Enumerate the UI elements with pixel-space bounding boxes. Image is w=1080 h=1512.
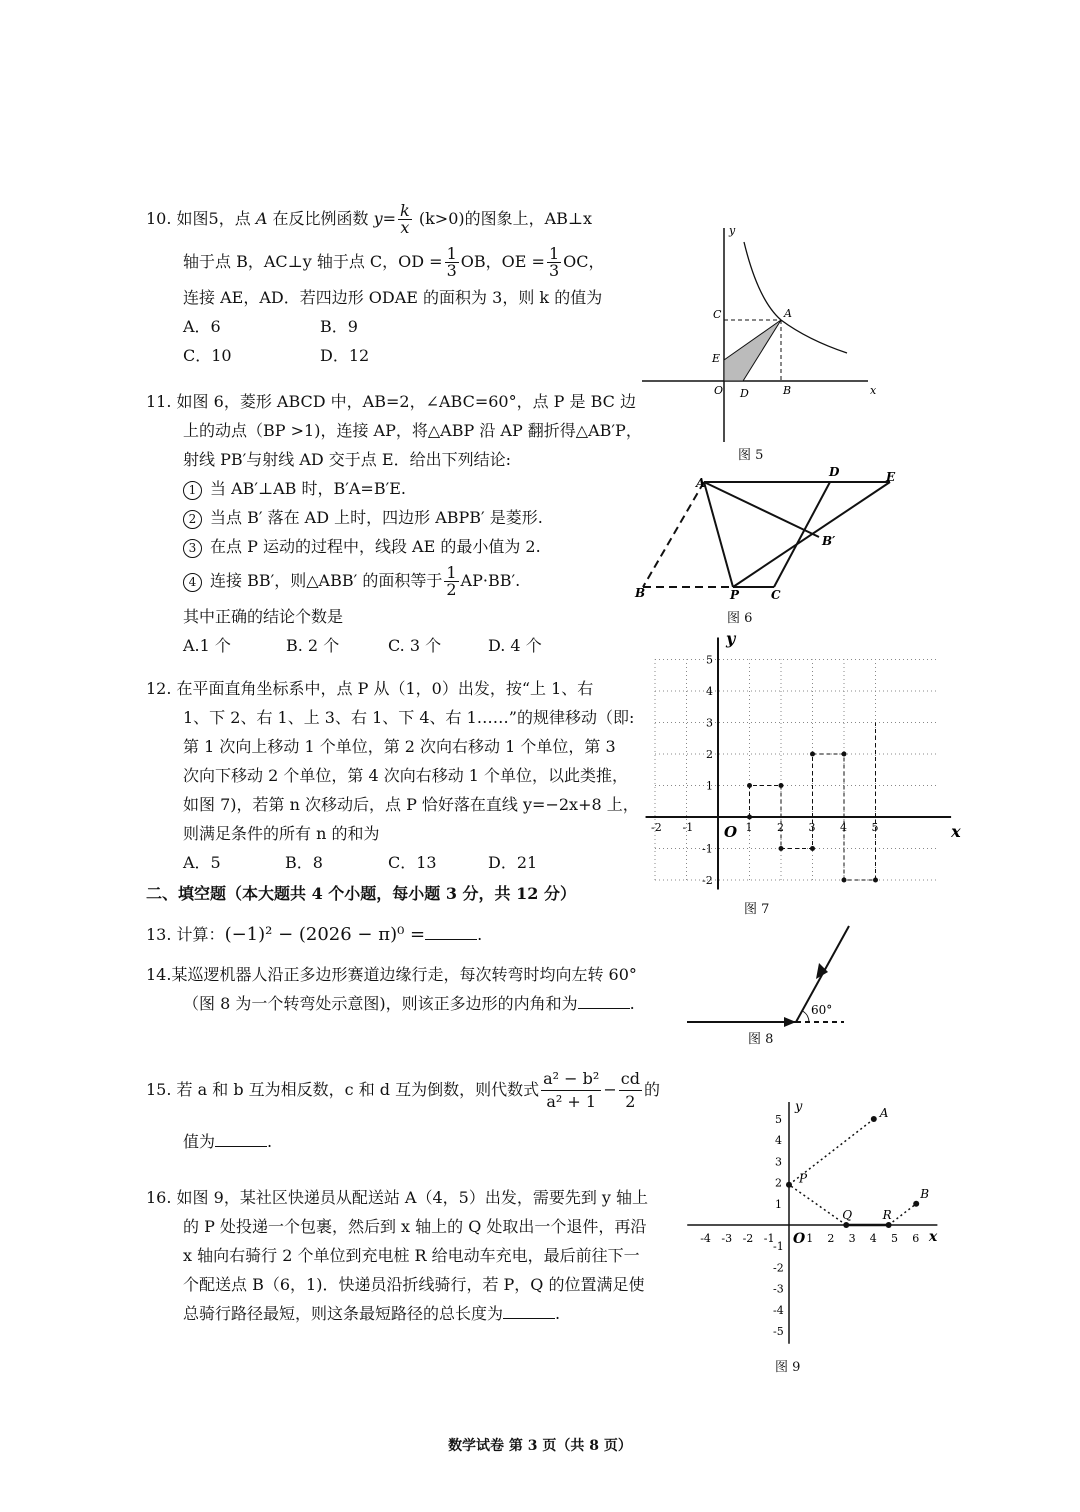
q11-line4: 其中正确的结论个数是	[183, 607, 344, 626]
x-tick-label: 3	[808, 821, 816, 834]
q12-line5: 如图 7)，若第 n 次移动后，点 P 恰好落在直线 y=−2x+8 上，	[183, 795, 639, 814]
y-tick-label: 3	[775, 1155, 782, 1169]
x-tick-label: 6	[912, 1232, 920, 1245]
q13-expression: (−1)² − (2026 − π)⁰ =	[224, 924, 426, 945]
q11-option-b: B. 2 个	[286, 636, 340, 655]
q11-option-c: C. 3 个	[388, 636, 442, 655]
figure-8	[684, 924, 854, 1026]
answer-blank[interactable]	[215, 1130, 267, 1147]
q12-options	[146, 848, 639, 877]
question-12	[146, 674, 639, 877]
q10-line3: 连接 AE，AD．若四边形 ODAE 的面积为 3，则 k 的值为	[183, 288, 603, 307]
fraction-one-third: $\frac{1}{3}$	[446, 244, 457, 280]
x-tick-label: -4	[700, 1232, 711, 1245]
movement-path	[750, 723, 876, 881]
segment-ab-dashed	[643, 482, 704, 587]
q12-option-a: A．5	[183, 853, 221, 872]
q12-line1: 12. 在平面直角坐标系中，点 P 从（1，0）出发，按“上 1、右	[146, 679, 594, 698]
q10-options-row1	[146, 312, 605, 341]
figure-5-caption: 图 5	[738, 448, 764, 463]
q11-line1: 11. 如图 6，菱形 ABCD 中，AB=2，∠ABC=60°，点 P 是 BC 边	[146, 392, 636, 411]
fraction-one-half: $\frac{1}{2}$	[446, 563, 457, 599]
figure-6-diagram	[632, 460, 902, 605]
fraction-expression-1: $\frac{\text{a² − b²}}{\text{a² + 1}}$	[543, 1069, 600, 1111]
label-a: A	[696, 476, 706, 490]
q12-option-c: C．13	[388, 853, 437, 872]
x-tick-label: 4	[869, 1232, 877, 1245]
path-point	[810, 752, 815, 757]
segment-ab-prime	[704, 482, 819, 537]
q14-line2: （图 8 为一个转弯处示意图)，则该正多边形的内角和为 .	[183, 994, 635, 1013]
label-e: E	[886, 470, 896, 484]
q16-line1: 16. 如图 9，某社区快递员从配送站 A（4，5）出发，需要先到 y 轴上	[146, 1188, 649, 1207]
label-a: A	[879, 1106, 889, 1120]
q12-line2: 1、下 2、右 1、上 3、右 1、下 4、右 1……”的规律移动（即:	[183, 708, 635, 727]
q11-conclusion-1: 1 当 AB′⊥AB 时，B′A=B′E.	[146, 474, 642, 503]
circled-number: 1	[183, 481, 202, 500]
figure-7-coordinate-grid	[640, 622, 961, 892]
question-13: 13. 计算：(−1)² − (2026 − π)⁰ = .	[146, 924, 483, 945]
q10-line1: 10. 如图5，点 A 在反比例函数 y= $\frac{k}{x}$ (k>0)的图象上，AB⊥x	[146, 201, 592, 237]
y-tick-label: 1	[775, 1197, 782, 1211]
y-tick-label: 4	[775, 1134, 782, 1148]
x-tick-label: -2	[651, 821, 662, 834]
q10-option-a: A．6	[183, 317, 221, 336]
q10-option-c: C．10	[183, 346, 232, 365]
label-d: D	[740, 387, 749, 400]
path-point	[747, 783, 752, 788]
label-d: D	[829, 465, 840, 479]
q12-line3: 第 1 次向上移动 1 个单位，第 2 次向右移动 1 个单位，第 3	[183, 737, 616, 756]
q11-conclusion-2: 2 当点 B′ 落在 AD 上时，四边形 ABPB′ 是菱形.	[146, 503, 642, 532]
q10-option-d: D．12	[320, 346, 370, 365]
q11-options	[146, 631, 642, 660]
q15-line1: 15. 若 a 和 b 互为相反数，c 和 d 互为倒数，则代数式 $\frac{\text{a² − b²}}{\text{a² + 1}}$ − $\frac{cd}{2}$ 的	[146, 1069, 660, 1111]
q11-option-d: D. 4 个	[488, 636, 542, 655]
figure-7-caption: 图 7	[744, 902, 770, 917]
y-tick-label: 5	[706, 653, 713, 667]
y-tick-label: -5	[773, 1325, 784, 1338]
q15-line2: 值为 .	[183, 1132, 273, 1151]
question-10	[146, 203, 605, 370]
x-tick-label: -3	[721, 1232, 733, 1245]
q10-options-row2	[146, 341, 605, 370]
y-tick-label: 3	[706, 716, 713, 730]
path-point	[873, 878, 878, 883]
q11-line3: 射线 PB′与射线 AD 交于点 E．给出下列结论:	[183, 450, 511, 469]
circled-number: 2	[183, 510, 202, 529]
segment-ap	[704, 482, 733, 587]
question-14	[146, 960, 637, 1018]
q12-option-d: D．21	[488, 853, 538, 872]
x-tick-label: 5	[871, 821, 879, 834]
point-r	[886, 1222, 892, 1228]
fraction-expression-2: $\frac{cd}{2}$	[620, 1069, 640, 1111]
fraction-k-over-x: $\frac{k}{x}$	[400, 201, 410, 237]
label-p: P	[730, 588, 740, 602]
q12-line4: 次向下移动 2 个单位，第 4 次向右移动 1 个单位，以此类推，	[183, 766, 629, 785]
question-16	[146, 1183, 648, 1328]
x-tick-label: 1	[745, 821, 753, 834]
point-a	[871, 1116, 877, 1122]
label-r: R	[882, 1208, 892, 1222]
axis-label-x: x	[928, 1229, 938, 1245]
q16-line3: x 轴向右骑行 2 个单位到充电桩 R 给电动车充电，最后前往下一	[183, 1246, 640, 1265]
label-p: P	[799, 1171, 808, 1186]
path-point	[779, 846, 784, 851]
x-tick-label: 5	[891, 1232, 898, 1245]
q11-option-a: A.1 个	[183, 636, 231, 655]
figure-5	[638, 222, 878, 452]
label-c: C	[713, 308, 722, 321]
label-c: C	[771, 588, 781, 602]
q16-line5: 总骑行路径最短，则这条最短路径的总长度为 .	[183, 1304, 561, 1323]
path-point	[747, 815, 752, 820]
fraction-one-third: $\frac{1}{3}$	[548, 244, 560, 280]
x-tick-label: 3	[848, 1232, 856, 1245]
point-q	[843, 1222, 849, 1228]
figure-8-turn-diagram	[684, 924, 854, 1026]
y-tick-label: -2	[773, 1261, 784, 1275]
y-tick-label: 2	[706, 748, 713, 761]
label-a: A	[784, 307, 792, 320]
q14-line1: 14.某巡逻机器人沿正多边形赛道边缘行走，每次转弯时均向左转 60°	[146, 965, 637, 984]
y-tick-label: -1	[773, 1240, 784, 1254]
q11-line2: 上的动点（BP >1)，连接 AP，将△ABP 沿 AP 翻折得△AB′P，	[183, 421, 642, 440]
y-tick-label: 1	[706, 779, 713, 793]
origin-label: O	[793, 1231, 806, 1247]
y-tick-label: -3	[773, 1282, 784, 1296]
figure-6	[632, 460, 902, 605]
origin-label: O	[724, 823, 738, 841]
label-b: B	[920, 1186, 930, 1201]
q16-line2: 的 P 处投递一个包裹，然后到 x 轴上的 Q 处取出一个退件，再沿	[183, 1217, 647, 1236]
axis-label-y: y	[795, 1099, 803, 1115]
circled-number: 3	[183, 539, 202, 558]
question-15	[146, 1068, 660, 1156]
q12-option-b: B．8	[285, 853, 323, 872]
q11-conclusion-4: 4 连接 BB′，则△ABB′ 的面积等于 $\frac{1}{2}$ AP·BB′.	[146, 565, 642, 598]
q10-line2: 轴于点 B，AC⊥y 轴于点 C，OD = $\frac{1}{3}$ OB，OE = $\frac{1}{3}$ OC，	[183, 244, 605, 280]
circled-number: 4	[183, 573, 202, 592]
point-p	[786, 1182, 792, 1188]
arrow-head-icon	[784, 1017, 796, 1027]
y-tick-label: 5	[775, 1113, 782, 1126]
y-tick-label: 4	[706, 685, 713, 698]
angle-arc	[803, 1011, 810, 1022]
answer-blank[interactable]	[503, 1302, 555, 1319]
figure-7	[640, 622, 961, 892]
y-tick-label: -2	[702, 874, 713, 887]
path-point	[779, 783, 784, 788]
label-y: y	[729, 224, 736, 237]
y-tick-label: -4	[773, 1303, 784, 1317]
q11-conclusion-3: 3 在点 P 运动的过程中，线段 AE 的最小值为 2.	[146, 532, 642, 561]
q12-line6: 则满足条件的所有 n 的和为	[183, 824, 380, 843]
x-tick-label: -1	[763, 1232, 775, 1245]
x-tick-label: -1	[682, 821, 694, 834]
question-11	[146, 387, 642, 660]
path-point	[842, 878, 847, 883]
route-r-b	[889, 1204, 917, 1225]
y-tick-label: 2	[775, 1176, 782, 1190]
path-point	[810, 846, 815, 851]
figure-9-coordinate-plane	[684, 1100, 944, 1350]
label-b: B	[783, 384, 792, 397]
y-tick-label: -1	[702, 842, 713, 856]
page-footer: 数学试卷 第 3 页（共 8 页）	[448, 1438, 632, 1454]
label-o: O	[714, 384, 724, 397]
x-tick-label: 4	[840, 821, 847, 834]
q10-option-b: B．9	[320, 317, 358, 336]
point-b	[913, 1201, 919, 1207]
figure-9	[684, 1100, 944, 1350]
answer-blank[interactable]	[425, 923, 477, 940]
x-tick-label: 1	[806, 1232, 814, 1245]
label-q: Q	[842, 1208, 853, 1222]
label-b-prime: B′	[822, 534, 836, 548]
ray-pe	[733, 482, 890, 587]
x-tick-label: 2	[827, 1232, 835, 1245]
label-b: B	[635, 586, 646, 600]
figure-5-diagram	[638, 222, 878, 452]
label-e: E	[712, 352, 721, 365]
figure-6-caption: 图 6	[727, 611, 753, 626]
answer-blank[interactable]	[578, 992, 630, 1009]
figure-9-caption: 图 9	[775, 1360, 801, 1375]
x-tick-label: -2	[742, 1232, 754, 1245]
figure-8-caption: 图 8	[748, 1032, 774, 1047]
label-x: x	[870, 384, 877, 397]
angle-label: 60°	[811, 1003, 833, 1017]
section-heading-fill-in: 二、填空题（本大题共 4 个小题，每小题 3 分，共 12 分）	[146, 884, 576, 903]
q16-line4: 个配送点 B（6，1)．快递员沿折线骑行，若 P，Q 的位置满足使	[183, 1275, 645, 1294]
axis-label-y: y	[726, 628, 736, 648]
x-tick-label: 2	[777, 821, 784, 834]
path-point	[842, 752, 847, 757]
shaded-quadrilateral-odae	[724, 320, 781, 381]
axis-label-x: x	[951, 822, 961, 841]
